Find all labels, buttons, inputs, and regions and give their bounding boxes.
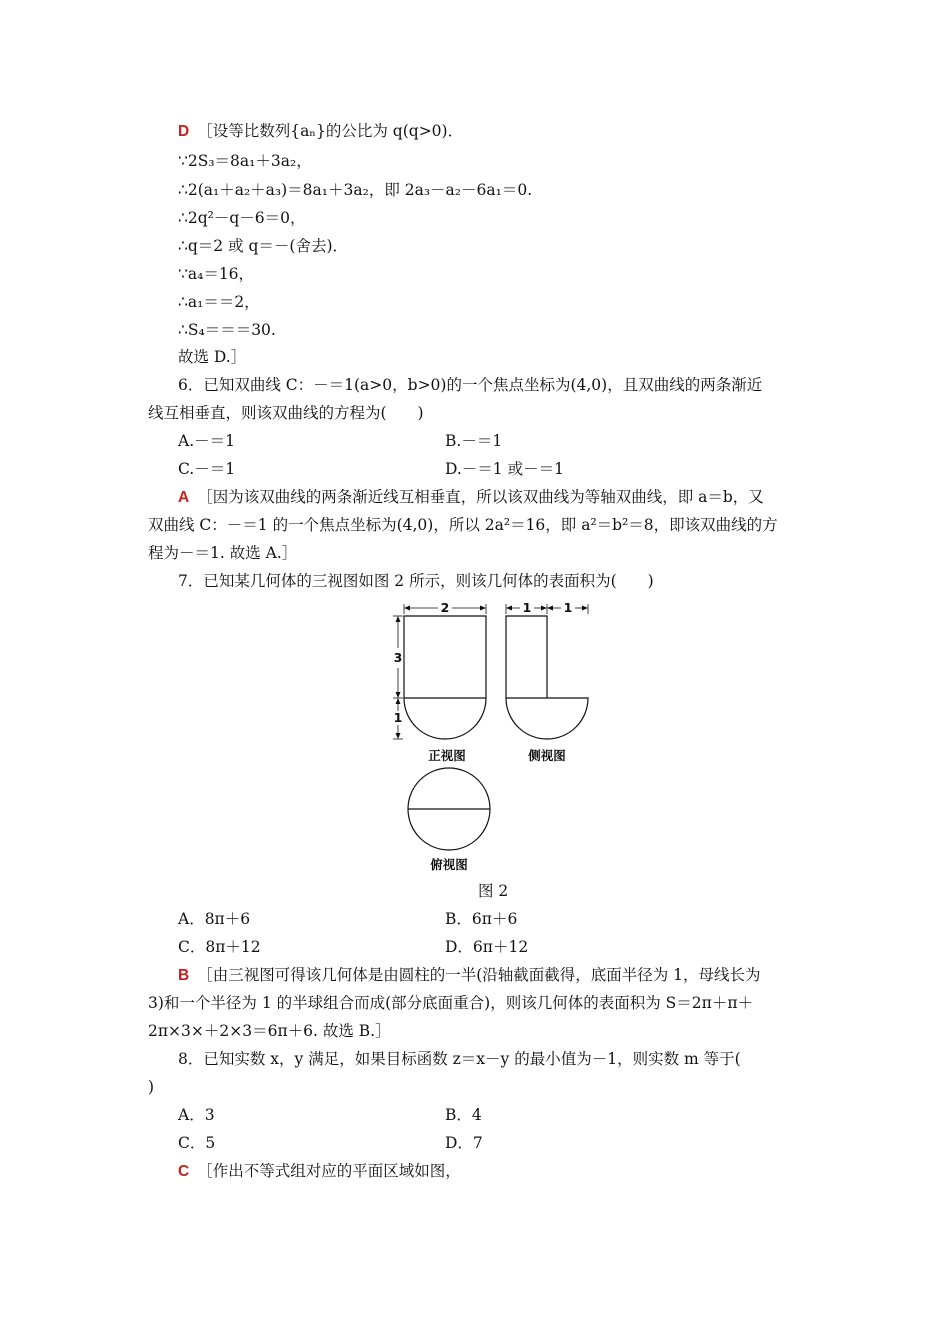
line-text: ［设等比数列{aₙ}的公比为 q(q>0)．: [197, 122, 464, 140]
text-line-a7b: [148, 992, 753, 1014]
line-text: ［由三视图可得该几何体是由圆柱的一半(沿轴截面截得，底面半径为 1，母线长为: [197, 966, 761, 984]
text-line-l7: [178, 291, 260, 313]
text-line-q7C: [178, 936, 261, 958]
text-line-q6C: [178, 458, 235, 480]
text-line-q7: [178, 570, 654, 592]
line-text: ∴2q²－q－6＝0，: [178, 209, 306, 227]
figure-caption: 图 2: [478, 882, 509, 900]
line-text: 程为－＝1. 故选 A.］: [148, 544, 298, 562]
line-text: A.－＝1: [178, 432, 235, 450]
answer-letter: B: [178, 967, 190, 984]
text-line-a6a: [178, 486, 764, 508]
text-line-q6B: [445, 430, 502, 452]
text-line-q7A: [178, 908, 250, 930]
text-line-l6: [178, 263, 254, 285]
dim-side-width-2: 1: [563, 600, 573, 615]
line-text: 7．已知某几何体的三视图如图 2 所示，则该几何体的表面积为( ): [178, 572, 654, 590]
top-view-label: 俯视图: [430, 857, 468, 872]
text-line-q8A: [178, 1104, 215, 1126]
text-line-a6b: [148, 514, 778, 536]
line-text: 线互相垂直，则该双曲线的方程为( ): [148, 404, 424, 422]
line-text: D．7: [445, 1134, 483, 1152]
text-line-a7a: [178, 964, 761, 986]
line-text: 6．已知双曲线 C：－＝1(a>0，b>0)的一个焦点坐标为(4,0)，且双曲线的两条渐近: [178, 376, 763, 394]
text-line-l4: [178, 207, 306, 229]
text-line-q6A: [178, 430, 235, 452]
text-line-q6D: [445, 458, 564, 480]
dim-height-1: 1: [393, 710, 403, 725]
line-text: D.－＝1 或－＝1: [445, 460, 564, 478]
text-line-l5: [178, 235, 348, 257]
text-line-l9: [178, 346, 246, 368]
answer-letter: C: [178, 1163, 190, 1180]
text-line-a6c: [148, 542, 297, 564]
text-line-a7c: [148, 1020, 391, 1042]
three-view-drawing: [380, 598, 610, 883]
dim-height-3: 3: [393, 650, 403, 665]
line-text: ∴q＝2 或 q＝－(舍去)．: [178, 237, 349, 255]
line-text: D．6π＋12: [445, 938, 529, 956]
answer-letter: A: [178, 489, 190, 506]
text-line-l3: [178, 179, 532, 201]
line-text: ∵2S₃＝8a₁＋3a₂，: [178, 152, 312, 170]
line-text: ∴a₁＝＝2，: [178, 293, 260, 311]
line-text: ［因为该双曲线的两条渐近线互相垂直，所以该双曲线为等轴双曲线，即 a＝b，又: [197, 488, 764, 506]
line-text: ): [148, 1078, 155, 1096]
text-line-l1: [178, 120, 463, 142]
line-text: 双曲线 C：－＝1 的一个焦点坐标为(4,0)，所以 2a²＝16，即 a²＝b²＝8，即该双曲线的方: [148, 516, 778, 534]
line-text: A．8π＋6: [178, 910, 251, 928]
text-line-q8b: [148, 1076, 154, 1098]
text-line-l8: [178, 319, 276, 341]
answer-letter: D: [178, 123, 190, 140]
text-line-q8B: [445, 1104, 482, 1126]
text-line-q8a: [178, 1048, 741, 1070]
line-text: 3)和一个半径为 1 的半球组合而成(部分底面重合)，则该几何体的表面积为 S＝2π＋π＋: [148, 994, 754, 1012]
text-line-q7D: [445, 936, 528, 958]
line-text: 8．已知实数 x，y 满足，如果目标函数 z＝x－y 的最小值为－1，则实数 m 等于(: [178, 1050, 741, 1068]
line-text: C.－＝1: [178, 460, 236, 478]
text-line-q7B: [445, 908, 517, 930]
line-text: B．4: [445, 1106, 482, 1124]
front-view-outline: [404, 616, 486, 739]
text-line-l2: [178, 150, 312, 172]
text-line-q8D: [445, 1132, 483, 1154]
side-view-outline: [506, 616, 588, 739]
line-text: ∵a₄＝16，: [178, 265, 255, 283]
line-text: B.－＝1: [445, 432, 503, 450]
three-view-figure: [380, 598, 610, 883]
text-line-q6a: [178, 374, 762, 396]
line-text: ∴S₄＝＝＝30.: [178, 321, 276, 339]
line-text: C．5: [178, 1134, 216, 1152]
text-line-a8: [178, 1160, 461, 1182]
line-text: A．3: [178, 1106, 215, 1124]
line-text: ∴2(a₁＋a₂＋a₃)＝8a₁＋3a₂，即 2a₃－a₂－6a₁＝0.: [178, 181, 533, 199]
dim-side-width-1: 1: [522, 600, 532, 615]
dim-front-width: 2: [440, 600, 450, 615]
text-line-q8C: [178, 1132, 215, 1154]
front-view-label: 正视图: [428, 748, 466, 763]
line-text: C．8π＋12: [178, 938, 261, 956]
side-view-label: 侧视图: [528, 748, 566, 763]
line-text: 2π×3×＋2×3＝6π＋6. 故选 B.］: [148, 1022, 391, 1040]
line-text: B．6π＋6: [445, 910, 518, 928]
text-line-q6b: [148, 402, 424, 424]
line-text: ［作出不等式组对应的平面区域如图，: [197, 1162, 461, 1180]
line-text: 故选 D.］: [178, 348, 247, 366]
